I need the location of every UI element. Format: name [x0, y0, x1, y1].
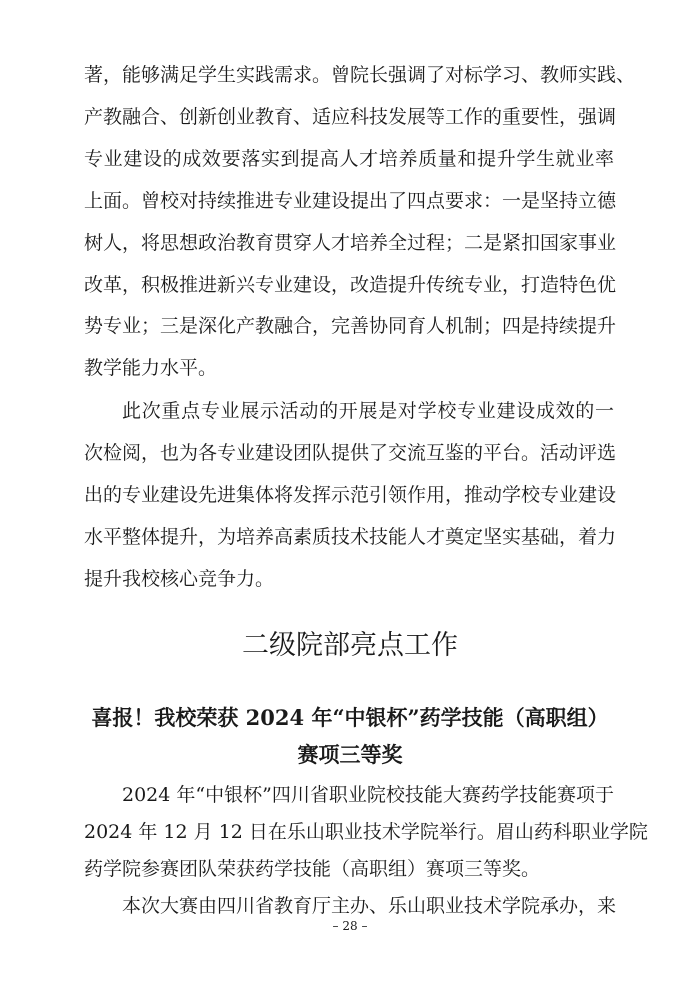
text-line: 著，能够满足学生实践需求。曾院长强调了对标学习、教师实践、 — [84, 64, 636, 86]
text-line: 提升我校核心竞争力。 — [84, 568, 275, 590]
section-title: 二级院部亮点工作 — [242, 630, 458, 661]
text-line: 药学院参赛团队荣获药学技能（高职组）赛项三等奖。 — [84, 858, 541, 880]
text-line: 教学能力水平。 — [84, 357, 218, 379]
text-line: 次检阅，也为各专业建设团队提供了交流互鉴的平台。活动评选 — [84, 442, 617, 464]
page-number: – 28 – — [332, 919, 368, 933]
text-line: 本次大赛由四川省教育厅主办、乐山职业技术学院承办，来 — [122, 895, 617, 917]
text-line: 树人，将思想政治教育贯穿人才培养全过程；二是紧扣国家事业 — [84, 232, 617, 254]
news-title: 喜报！我校荣获 2024 年“中银杯”药学技能（高职组） — [91, 705, 609, 730]
text-line: 专业建设的成效要落实到提高人才培养质量和提升学生就业率 — [84, 148, 614, 170]
news-title-continued: 赛项三等奖 — [297, 742, 403, 767]
text-line: 此次重点专业展示活动的开展是对学校专业建设成效的一 — [122, 400, 614, 422]
text-line: 水平整体提升，为培养高素质技术技能人才奠定坚实基础，着力 — [84, 526, 617, 548]
text-line: 2024 年 12 月 12 日在乐山职业技术学院举行。眉山药科职业学院 — [84, 821, 648, 843]
text-line: 产教融合、创新创业教育、适应科技发展等工作的重要性，强调 — [84, 106, 617, 128]
text-line: 改革，积极推进新兴专业建设，改造提升传统专业，打造特色优 — [84, 274, 617, 296]
text-line: 势专业；三是深化产教融合，完善协同育人机制；四是持续提升 — [84, 315, 617, 337]
text-line: 出的专业建设先进集体将发挥示范引领作用，推动学校专业建设 — [84, 484, 617, 506]
text-line: 2024 年“中银杯”四川省职业院校技能大赛药学技能赛项于 — [122, 784, 614, 806]
text-line: 上面。曾校对持续推进专业建设提出了四点要求：一是坚持立德 — [84, 190, 617, 212]
